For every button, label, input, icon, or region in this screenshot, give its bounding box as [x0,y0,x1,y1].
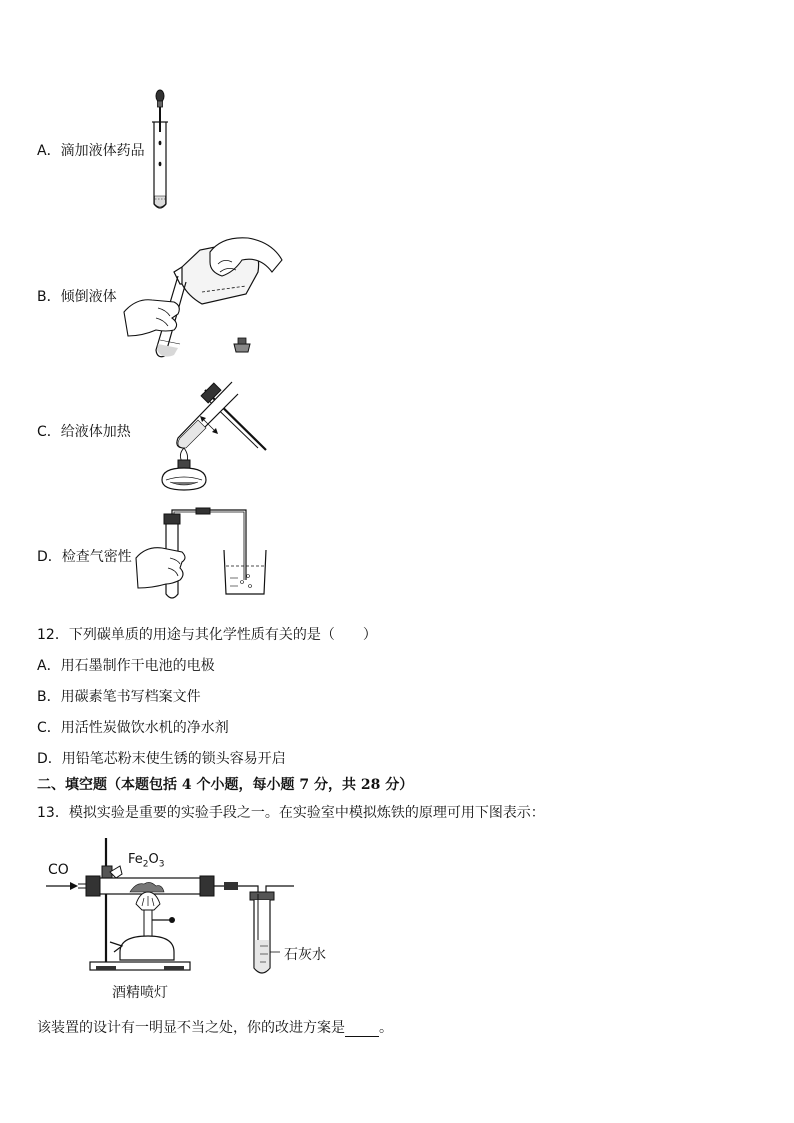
option-11c: C．给液体加热 [37,424,131,440]
option-12c: C．用活性炭做饮水机的净水剂 [37,720,229,736]
bottle-stopper [234,344,250,352]
beaker [224,550,266,594]
figure-d-airtight [136,506,266,602]
question-13-answer-line [37,1017,393,1037]
figure-iron-smelting [44,836,344,996]
label-co: CO [48,862,69,878]
label-fe2o3-sub2: 3 [158,859,165,870]
option-12d: D．用铅笔芯粉末使生锈的锁头容易开启 [37,751,286,767]
figure-a-dropper [145,88,185,213]
label-fe2o3-fe: Fe [128,852,143,867]
answer-prefix: 该装置的设计有一明显不当之处，你的改进方案是 [37,1020,345,1036]
figure-c-heating [150,376,275,494]
question-13-stem: 13．模拟实验是重要的实验手段之一。在实验室中模拟炼铁的原理可用下图表示： [37,805,545,821]
option-12a: A．用石墨制作干电池的电极 [37,658,215,674]
figure-b-pouring [122,232,282,362]
option-11a: A．滴加液体药品 [37,143,145,159]
label-fe2o3 [128,852,164,870]
dropper-bulb [156,90,164,102]
tube-holder [205,390,266,450]
label-fe2o3-sub1: 2 [142,859,149,870]
answer-blank[interactable] [345,1022,379,1037]
label-fe2o3-o: O [148,852,159,867]
section-2-title: 二、填空题（本题包括 4 个小题，每小题 7 分，共 28 分） [37,777,414,793]
answer-suffix: 。 [379,1020,393,1036]
option-12b: B．用碳素笔书写档案文件 [37,689,201,705]
option-11b: B．倾倒液体 [37,289,117,305]
hand-lower [124,300,179,336]
label-lamp: 酒精喷灯 [112,985,168,1001]
label-limewater: 石灰水 [284,947,326,963]
question-12-stem: 12．下列碳单质的用途与其化学性质有关的是（ ） [37,627,377,643]
option-11d: D．检查气密性 [37,549,132,565]
alcohol-blast-burner [120,936,174,960]
